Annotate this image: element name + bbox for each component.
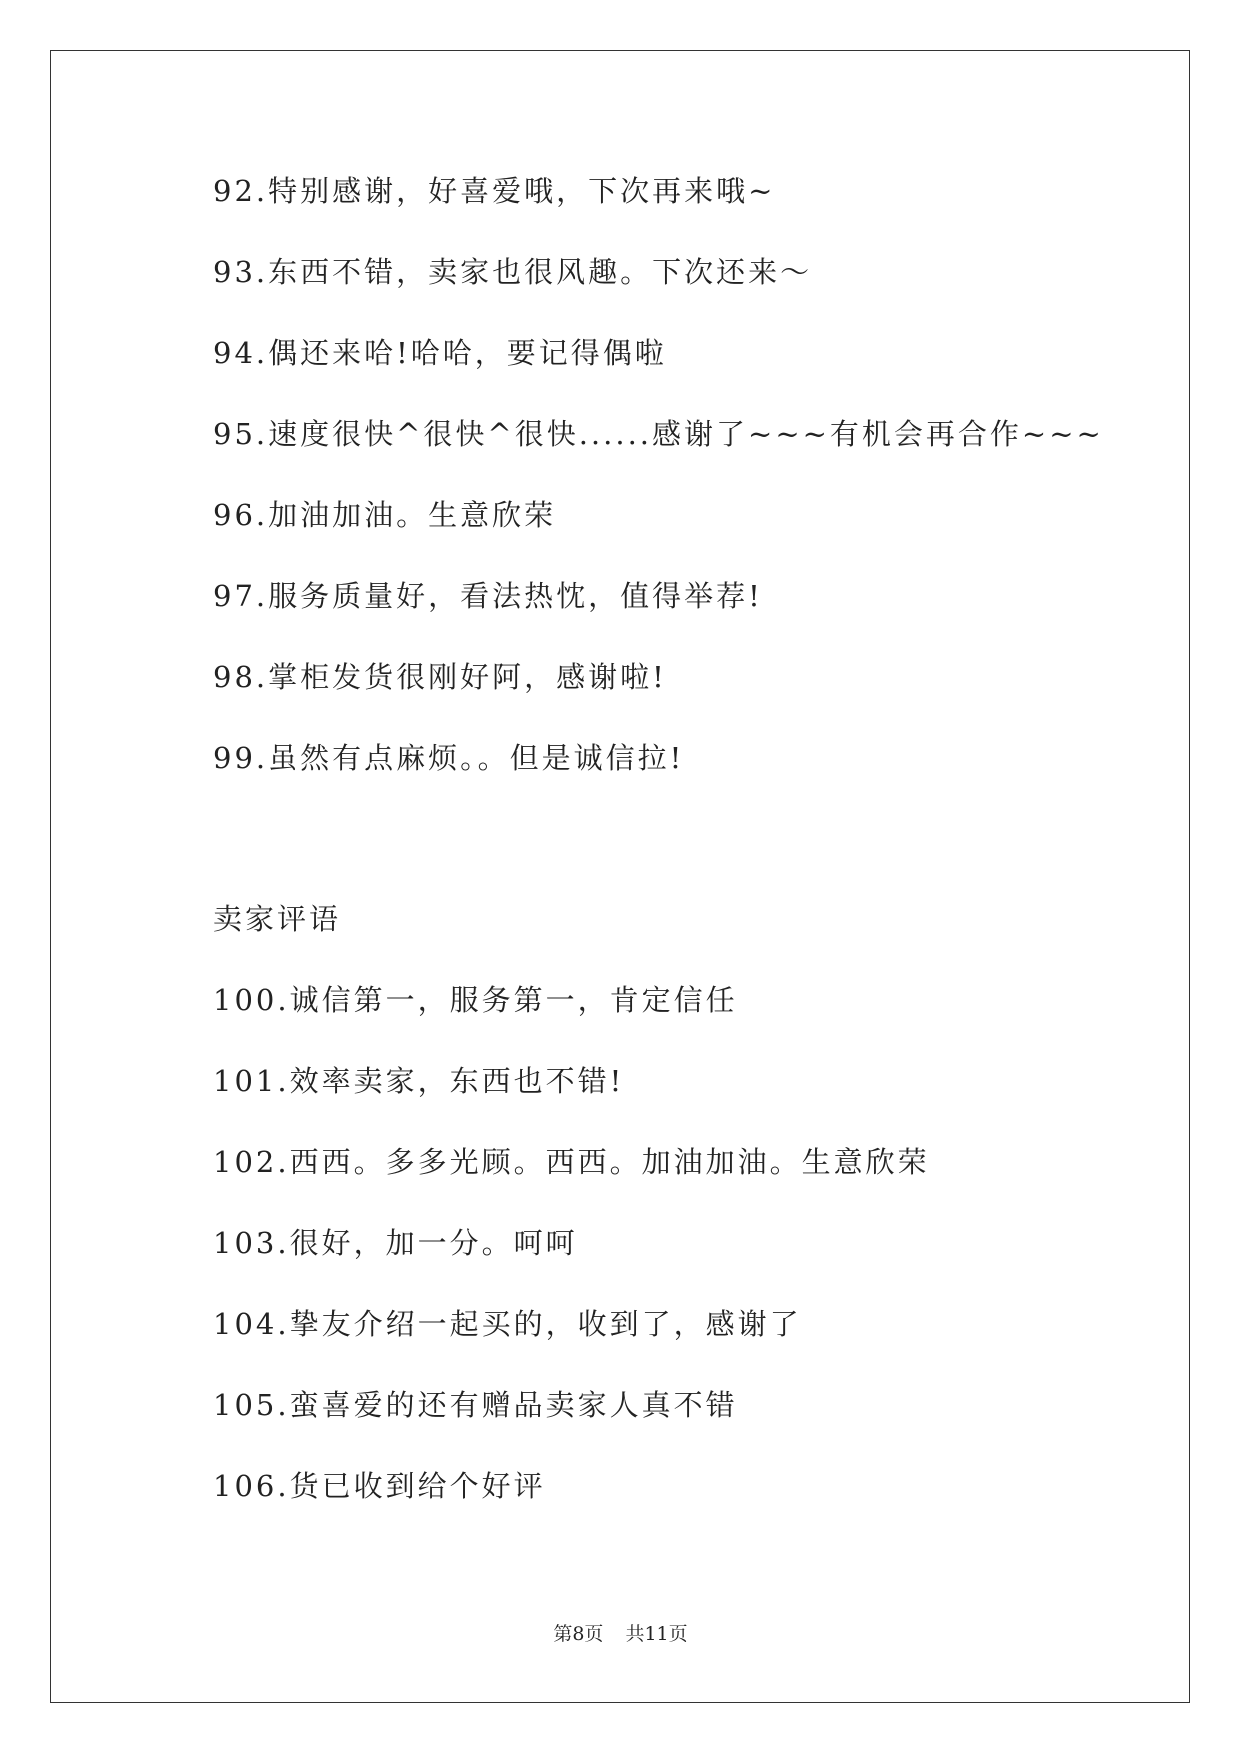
list-item: 104.挚友介绍一起买的，收到了，感谢了 (213, 1307, 802, 1341)
list-item: 92.特别感谢，好喜爱哦，下次再来哦~ (213, 174, 776, 208)
list-item: 103.很好，加一分。呵呵 (213, 1226, 578, 1260)
section-heading: 卖家评语 (213, 902, 342, 936)
list-item: 105.蛮喜爱的还有赠品卖家人真不错 (213, 1388, 738, 1422)
list-item: 97.服务质量好，看法热忱，值得举荐! (213, 579, 763, 613)
page-frame (50, 50, 1190, 1703)
list-item: 98.掌柜发货很刚好阿，感谢啦! (213, 660, 667, 694)
list-item: 99.虽然有点麻烦。。但是诚信拉! (213, 741, 685, 775)
list-item: 106.货已收到给个好评 (213, 1469, 546, 1503)
page-footer (0, 1621, 1241, 1647)
list-item: 101.效率卖家，东西也不错! (213, 1064, 625, 1098)
page-total: 共11页 (625, 1623, 688, 1645)
list-item: 94.偶还来哈!哈哈，要记得偶啦 (213, 336, 667, 370)
list-item: 100.诚信第一，服务第一，肯定信任 (213, 983, 738, 1017)
list-item: 95.速度很快^很快^很快......感谢了~~~有机会再合作~~~ (213, 417, 1104, 451)
list-item: 102.西西。多多光顾。西西。加油加油。生意欣荣 (213, 1145, 930, 1179)
list-item: 96.加油加油。生意欣荣 (213, 498, 557, 532)
list-item: 93.东西不错，卖家也很风趣。下次还来～ (213, 255, 813, 289)
page-number: 第8页 (553, 1623, 604, 1645)
